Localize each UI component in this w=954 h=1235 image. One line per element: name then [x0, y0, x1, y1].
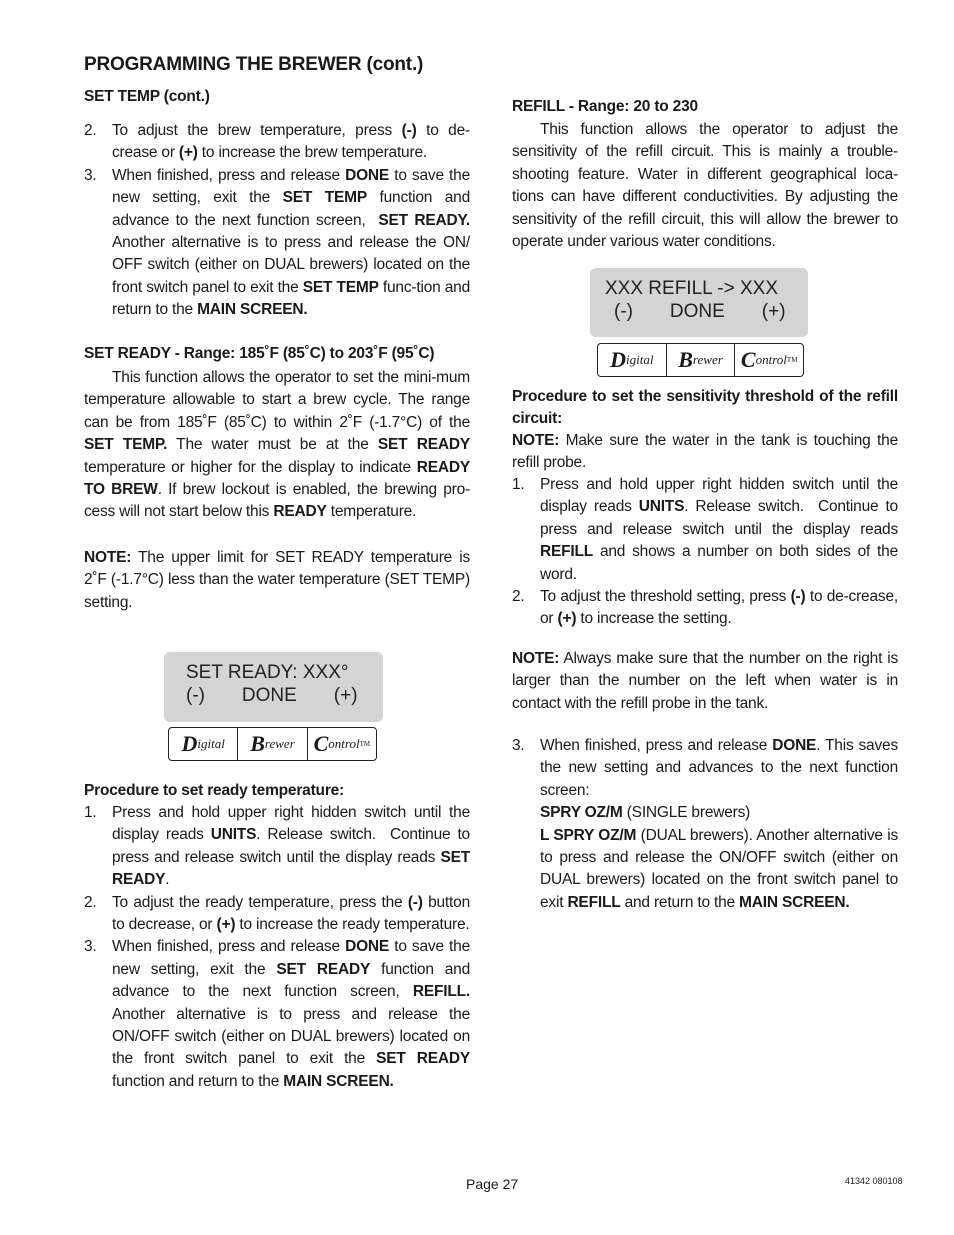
ready-procedure-heading: Procedure to set ready temperature: — [84, 782, 345, 799]
lcd-display — [164, 652, 383, 722]
set-temp-list — [84, 120, 470, 322]
refill-paragraph: This function allows the operator to adjust the sensitivity of the refill circuit. This is mainly a trouble-shooting feature. Water in different geographical loca-tions can have different conductivities. By adjusting the sensitivity of the refill circuit, this will allow the brewer to operate under various water conditions. — [512, 121, 898, 251]
set-ready-heading: SET READY - Range: 185˚F (85˚C) to 203˚F (95˚C) — [84, 345, 435, 362]
ready-procedure-list — [84, 802, 470, 1093]
refill-note-1: NOTE: Make sure the water in the tank is touching the refill probe. — [512, 432, 898, 472]
lcd-line-1: SET READY: XXX° — [186, 662, 349, 683]
refill-step-3 — [512, 735, 898, 914]
page-title: PROGRAMMING THE BREWER (cont.) — [84, 54, 424, 75]
refill-heading: REFILL - Range: 20 to 230 — [512, 98, 698, 115]
list-item: 1. Press and hold upper right hidden switch until the display reads UNITS. Release switch. Continue to press and release switch until the display reads SET READY. — [84, 804, 470, 889]
refill-note-2: NOTE: Always make sure that the number on the right is larger than the number on the left when water is in contact with the refill probe in the tank. — [512, 650, 898, 712]
list-item: 3. When finished, press and release DONE. This saves the new setting and advances to the next function screen: SPRY OZ/M (SINGLE brewers) L SPRY OZ/M (DUAL brewers). Another alternative is to press and release the ON/OFF switch (either on DUAL brewers) located on the front switch panel to exit REFILL and return to the MAIN SCREEN. — [512, 737, 899, 911]
lcd-line-2: (-) DONE (+) — [614, 301, 786, 322]
set-ready-paragraph: This function allows the operator to set the mini-mum temperature allowable to start a brew cycle. The range can be from 185˚F (85˚C) to within 2˚F (-1.7°C) of the SET TEMP. The water must be at the SET READY temperature or higher for the display to indicate READY TO BREW. If brew lockout is enabled, the brewing pro-cess will not start below this READY temperature. — [84, 369, 470, 521]
list-item: 2. To adjust the brew temperature, press (-) to de-crease or (+) to increase the brew temperature. — [84, 122, 470, 162]
page-number: Page 27 — [466, 1176, 519, 1192]
lcd-line-2: (-) DONE (+) — [186, 685, 358, 706]
list-item: 2. To adjust the ready temperature, press the (-) button to decrease, or (+) to increase the ready temperature. — [84, 893, 470, 934]
list-item: 3. When finished, press and release DONE to save the new setting, exit the SET TEMP function and advance to the next function screen, SET READY. Another alternative is to press and release the ON/ OFF switch (either on DUAL brewers) located on the front switch panel to exit the SET TEMP func-tion and return to the MAIN SCREEN. — [84, 166, 470, 319]
refill-procedure-list — [512, 474, 898, 631]
set-ready-note: NOTE: The upper limit for SET READY temperature is 2˚F (-1.7°C) less than the water temperature (SET TEMP) setting. — [84, 549, 470, 611]
list-item: 1. Press and hold upper right hidden switch until the display reads UNITS. Release switch. Continue to press and release switch until the display reads REFILL and shows a number on both sides of the word. — [512, 476, 898, 583]
digital-brewer-control-logo: D igital B rewer C ontrol TM — [168, 727, 377, 761]
document-code: 41342 080108 — [845, 1176, 903, 1186]
lcd-line-1: XXX REFILL -> XXX — [605, 278, 779, 299]
refill-procedure-heading: Procedure to set the sensitivity threshold of the refill circuit: — [512, 388, 898, 428]
set-temp-heading: SET TEMP (cont.) — [84, 88, 210, 105]
refill-lcd-display — [590, 268, 808, 337]
list-item: 2. To adjust the threshold setting, press (-) to de-crease, or (+) to increase the setting. — [512, 588, 898, 628]
digital-brewer-control-logo: D igital B rewer C ontrol TM — [597, 343, 804, 377]
list-item: 3. When finished, press and release DONE to save the new setting, exit the SET READY function and advance to the next function screen, REFILL. Another alternative is to press and release the ON/OFF switch (either on DUAL brewers) located on the front switch panel to exit the SET READY function and return to the MAIN SCREEN. — [84, 938, 471, 1090]
